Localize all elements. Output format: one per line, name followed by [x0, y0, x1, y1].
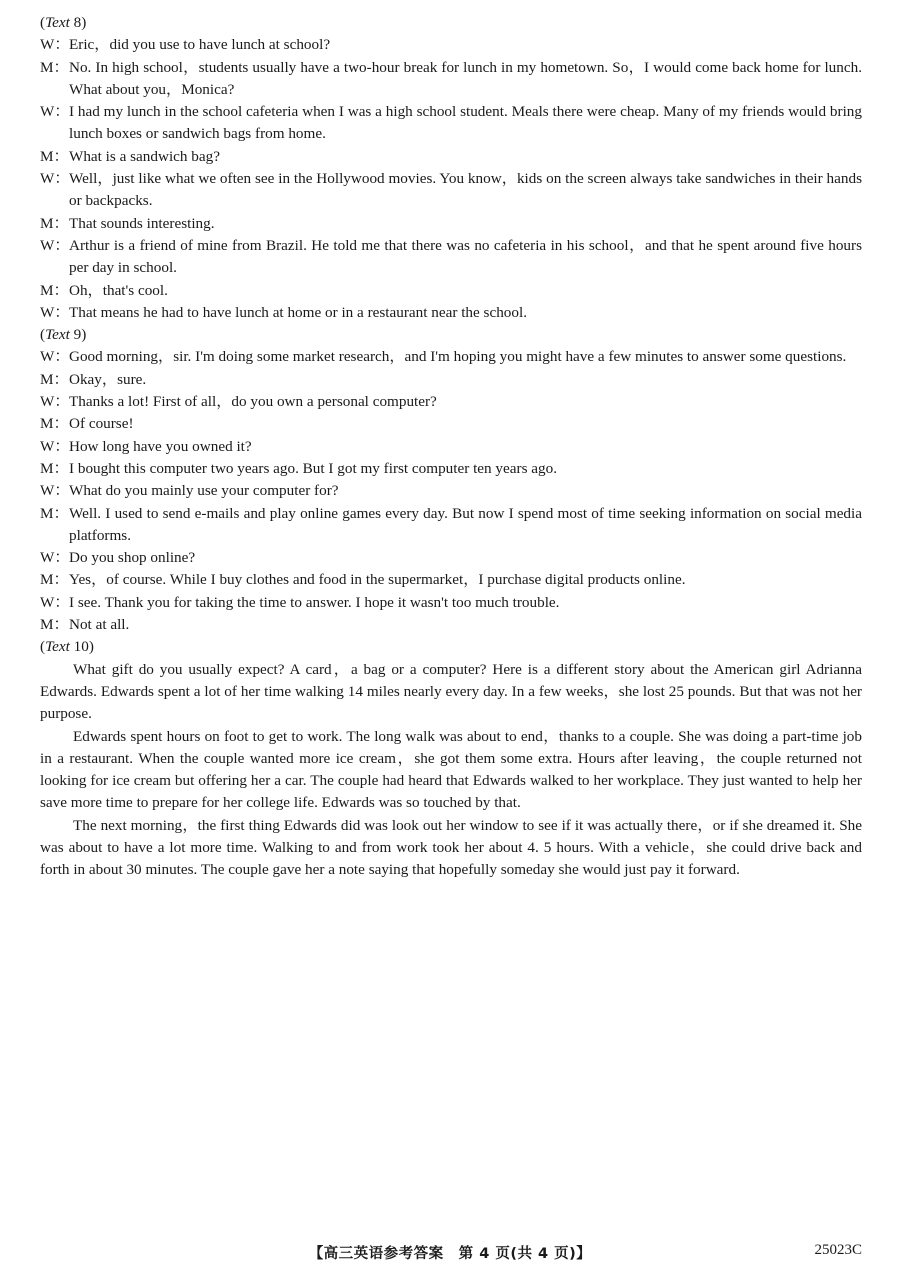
dialogue-text: What do you mainly use your computer for? [69, 482, 339, 500]
section-number: 10 [69, 638, 89, 656]
paren-open: ( [40, 638, 46, 656]
dialogue-text8 [40, 34, 862, 324]
dialogue-line [40, 547, 862, 569]
paren-open: ( [40, 326, 46, 344]
speaker-label: W： [40, 170, 70, 188]
paren-open: ( [40, 14, 46, 31]
speaker-label: W： [40, 437, 70, 455]
dialogue-text: Oh，that's cool. [69, 281, 168, 299]
dialogue-text: That means he had to have lunch at home or in a restaurant near the school. [69, 303, 527, 321]
speaker-label: W： [40, 103, 70, 121]
footer-page-info: 【高三英语参考答案 第 4 页(共 4 页)】 [308, 1246, 592, 1262]
speaker-label: W： [40, 36, 70, 54]
dialogue-text: What is a sandwich bag? [69, 147, 220, 165]
speaker-label: W： [40, 348, 70, 366]
section-number: 9 [69, 326, 82, 344]
dialogue-text: I had my lunch in the school cafeteria when I was a high school student. Meals there were cheap. Many of my friends would bring lunch boxes or sandwich bags from home. [69, 103, 862, 143]
dialogue-text: Good morning，sir. I'm doing some market research，and I'm hoping you might have a few minutes to answer some questions. [69, 348, 847, 366]
passage-paragraph: The next morning，the first thing Edwards did was look out her window to see if it was actually there，or if she dreamed it. She was about to have a lot more time. Walking to and from work took her about 4. 5 hours. With a vehicle，she could drive back and forth in about 30 minutes. The couple gave her a note saying that hopefully someday she would just pay it forward. [40, 816, 862, 879]
speaker-label: W： [40, 593, 70, 611]
passage-paragraph: What gift do you usually expect? A card，a bag or a computer? Here is a different story about the American girl Adrianna Edwards. Edwards spent a lot of her time walking 14 miles nearly every day. In a few weeks，she lost 25 pounds. But that was not her purpose. [40, 660, 862, 723]
dialogue-line [40, 480, 862, 502]
dialogue-line [40, 302, 862, 324]
dialogue-text: I see. Thank you for taking the time to answer. I hope it wasn't too much trouble. [69, 593, 560, 611]
dialogue-text: Yes，of course. While I buy clothes and food in the supermarket，I purchase digital products online. [69, 571, 686, 589]
dialogue-text9 [40, 346, 862, 636]
speaker-label: W： [40, 303, 70, 321]
dialogue-line [40, 57, 862, 102]
section-heading-text8 [40, 12, 862, 34]
dialogue-text: Okay，sure. [69, 370, 147, 388]
speaker-label: W： [40, 393, 70, 411]
dialogue-text: Thanks a lot! First of all，do you own a personal computer? [69, 393, 437, 411]
speaker-label: M： [40, 370, 69, 388]
dialogue-line [40, 101, 862, 146]
dialogue-text: Well. I used to send e-mails and play online games every day. But now I spend most of time seeking information on social media platforms. [69, 504, 862, 544]
dialogue-line [40, 146, 862, 168]
section-number: 8 [69, 14, 82, 31]
dialogue-line [40, 391, 862, 413]
section-label: Text [45, 638, 70, 656]
speaker-label: M： [40, 571, 69, 589]
dialogue-text: How long have you owned it? [69, 437, 252, 455]
dialogue-line [40, 592, 862, 614]
dialogue-line [40, 213, 862, 235]
dialogue-text: That sounds interesting. [69, 214, 215, 232]
dialogue-text: Arthur is a friend of mine from Brazil. He told me that there was no cafeteria in his school，and that he spent around five hours per day in school. [69, 236, 862, 277]
section-heading-text10 [40, 636, 862, 658]
dialogue-line [40, 458, 862, 480]
paren-close: ) [88, 638, 94, 656]
dialogue-line [40, 436, 862, 458]
page-footer [0, 1242, 900, 1264]
speaker-label: W： [40, 236, 70, 254]
dialogue-line [40, 413, 862, 435]
paren-close: ) [81, 326, 87, 344]
dialogue-line [40, 614, 862, 636]
dialogue-text: I bought this computer two years ago. But I got my first computer ten years ago. [69, 459, 558, 477]
dialogue-line [40, 235, 862, 280]
dialogue-line [40, 503, 862, 548]
dialogue-text: Do you shop online? [69, 549, 196, 567]
dialogue-line [40, 168, 862, 213]
footer-code: 25023C [814, 1242, 862, 1258]
dialogue-line [40, 280, 862, 302]
dialogue-text: No. In high school，students usually have a two-hour break for lunch in my hometown. So，I would come back home for lunch. What about you，Monica? [69, 58, 862, 98]
speaker-label: M： [40, 616, 69, 634]
dialogue-text: Eric，did you use to have lunch at school? [69, 36, 331, 54]
section-label: Text [45, 326, 70, 344]
speaker-label: M： [40, 504, 69, 522]
dialogue-line [40, 569, 862, 591]
document-page [40, 12, 862, 882]
speaker-label: M： [40, 147, 69, 165]
dialogue-text: Not at all. [69, 616, 130, 634]
passage-text10 [40, 659, 862, 882]
speaker-label: M： [40, 58, 69, 76]
speaker-label: M： [40, 459, 69, 477]
section-label: Text [45, 14, 70, 31]
speaker-label: M： [40, 415, 69, 433]
speaker-label: M： [40, 281, 69, 299]
section-heading-text9 [40, 324, 862, 346]
dialogue-line [40, 34, 862, 56]
speaker-label: M： [40, 214, 69, 232]
dialogue-text: Well，just like what we often see in the Hollywood movies. You know，kids on the screen always take sandwiches in their hands or backpacks. [69, 170, 862, 210]
passage-paragraph: Edwards spent hours on foot to get to work. The long walk was about to end，thanks to a couple. She was doing a part-time job in a restaurant. When the couple wanted more ice cream，she got them some extra. Hours after leaving，the couple returned not looking for ice cream but offering her a car. The couple had heard that Edwards walked to her workplace. They just wanted to help her save more time to prepare for her college life. Edwards was so touched by that. [40, 727, 862, 812]
speaker-label: W： [40, 549, 70, 567]
dialogue-text: Of course! [69, 415, 134, 433]
dialogue-line [40, 346, 862, 368]
paren-close: ) [81, 14, 87, 31]
speaker-label: W： [40, 482, 70, 500]
dialogue-line [40, 369, 862, 391]
